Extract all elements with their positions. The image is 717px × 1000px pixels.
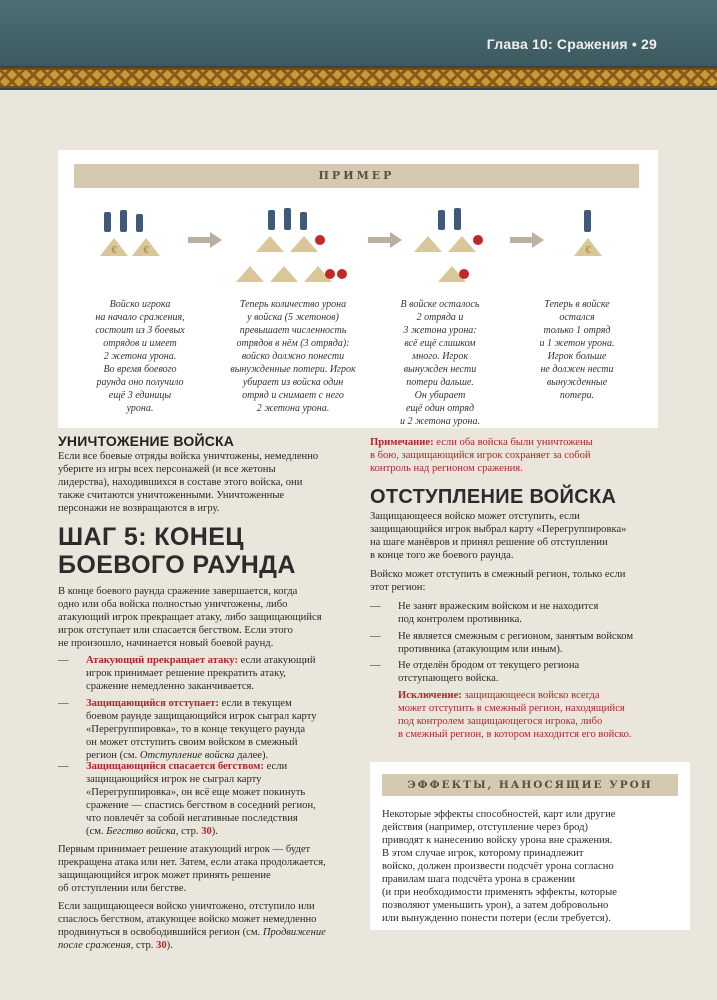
- effects-text: Некоторые эффекты способностей, карт или другие действия (например, отступление через брод) приводят к нанесению войску урона вне сражения. В этом случае игрок, которому принадлежит войско, должен произвести подсчёт урона согласно правилам шага подсчёта урона в сражении (и при необходимости применять эффекты, которые позволяют уменьшить урон), а затем добровольно или вынужденно понести потери (если требуется).: [382, 809, 617, 924]
- dash: —: [370, 601, 381, 612]
- example-box: [58, 150, 658, 428]
- figures-group-4-icon: [558, 206, 618, 272]
- arrow-icon: [368, 232, 402, 248]
- condition-item-3: — Не отделён бродом от текущего региона отступающего войска.: [370, 660, 580, 684]
- example-step-1: Войско игрока на начало сражения, состоит из 3 боевых отрядов и имеет 2 жетона урона. Во время боевого раунда оно получило ещё 3 единицы урона.: [95, 299, 185, 414]
- arrow-icon: [510, 232, 544, 248]
- figures-group-3-icon: [408, 206, 498, 286]
- advance-text: Если защищающееся войско уничтожено, отступило или спаслось бегством, атакующее войско может немедленно продвинуться в освободившийся регион (см. Продвижение после сражения, стр. 30).: [58, 901, 326, 951]
- example-header: [74, 164, 639, 188]
- dash: —: [370, 631, 381, 642]
- retreat-text: Защищающееся войско может отступить, если защищающийся игрок выбрал карту «Перегруппировка» на шаге манёвров и принял решение об отступлении в конце того же боевого раунда.: [370, 511, 627, 561]
- list-item-attack-stop: — Атакующий прекращает атаку: если атакующий игрок принимает решение прекратить атаку, сражение немедленно заканчивается.: [58, 655, 316, 692]
- exception-text: Исключение: защищающееся войско всегда может отступить в смежный регион, находящийся под контролем защищающегося игрока, либо в смежный регион, в котором находится его войско.: [398, 690, 632, 740]
- svg-text:€: €: [111, 245, 117, 256]
- page-header: [0, 0, 717, 66]
- note-text: Примечание: если оба войска были уничтожены в бою, защищающийся игрок сохраняет за собой контроль над регионом сражения.: [370, 437, 593, 474]
- list-item-defender-flee: — Защищающийся спасается бегством: если защищающийся игрок не сыграл карту «Перегруппировка», он всё еще может покинуть сражение — спастись бегством в соседний регион, что повлечёт за собой негативные последствия (см. Бегство войска, стр. 30).: [58, 761, 316, 837]
- decision-order-text: Первым принимает решение атакующий игрок — будет прекращена атака или нет. Затем, если атака продолжается, защищающийся игрок может принять решение об отступлении или бегстве.: [58, 844, 326, 894]
- condition-item-1: — Не занят вражеским войском и не находится под контролем противника.: [370, 601, 599, 625]
- figures-group-2-icon: [232, 206, 352, 286]
- chapter-title: Глава 10: Сражения • 29: [486, 36, 657, 52]
- effects-box: [370, 762, 690, 930]
- svg-text:€: €: [585, 245, 591, 256]
- effects-title: ЭФФЕКТЫ, НАНОСЯЩИЕ УРОН: [407, 779, 653, 791]
- figures-group-1-icon: [92, 206, 172, 272]
- dash: —: [58, 761, 69, 772]
- dash: —: [58, 698, 69, 709]
- destroy-text: Если все боевые отряды войска уничтожены, немедленно уберите из игры всех персонажей (и все жетоны лидерства), находившихся в составе этого войска, они также считаются уничтоженными. Уничтоженные персонажи не возвращаются в игру.: [58, 451, 319, 514]
- list-item-defender-retreat: — Защищающийся отступает: если в текущем боевом раунде защищающийся игрок сыграл карту «Перегруппировка», то в конце текущего раунда он может отступить своим войском в смежный регион (см. Отступление войска далее).: [58, 698, 317, 761]
- destroy-heading: УНИЧТОЖЕНИЕ ВОЙСКА: [58, 433, 235, 449]
- condition-item-2: — Не является смежным с регионом, занятым войском противника (атакующим или иным).: [370, 631, 634, 655]
- arrow-icon: [188, 232, 222, 248]
- retreat-heading: ОТСТУПЛЕНИЕ ВОЙСКА: [370, 486, 617, 508]
- step5-heading-line2: БОЕВОГО РАУНДА: [58, 551, 296, 579]
- example-step-3: В войске осталось 2 отряда и 3 жетона урона: всё ещё слишком много. Игрок вынужден нести потери дальше. Он убирает ещё один отряд и 2 жетона урона.: [400, 299, 480, 427]
- step5-text: В конце боевого раунда сражение завершается, когда одно или оба войска полностью уничтожены, либо атакующий игрок прекращает атаку, либо защищающийся игрок отступает или спасается бегством. Если этого не произошло, начинается новый боевой раунд.: [58, 586, 322, 649]
- example-step-2: Теперь количество урона у войска (5 жетонов) превышает численность отрядов в нём (3 отряда): войско должно понести вынужденные потери. Игрок убирает из войска один отряд и снимает с него 2 жетона урона.: [230, 299, 356, 414]
- example-step-4: Теперь в войске остался только 1 отряд и 1 жетон урона. Игрок больше не должен нести вынужденные потери.: [539, 299, 615, 401]
- dash: —: [58, 655, 69, 666]
- ornament-border: [0, 66, 717, 90]
- svg-text:€: €: [143, 245, 149, 256]
- retreat-condition-intro: Войско может отступить в смежный регион, только если этот регион:: [370, 569, 626, 593]
- example-title: ПРИМЕР: [318, 169, 395, 182]
- effects-header: [382, 774, 678, 796]
- step5-heading-line1: ШАГ 5: КОНЕЦ: [58, 523, 244, 551]
- dash: —: [370, 660, 381, 671]
